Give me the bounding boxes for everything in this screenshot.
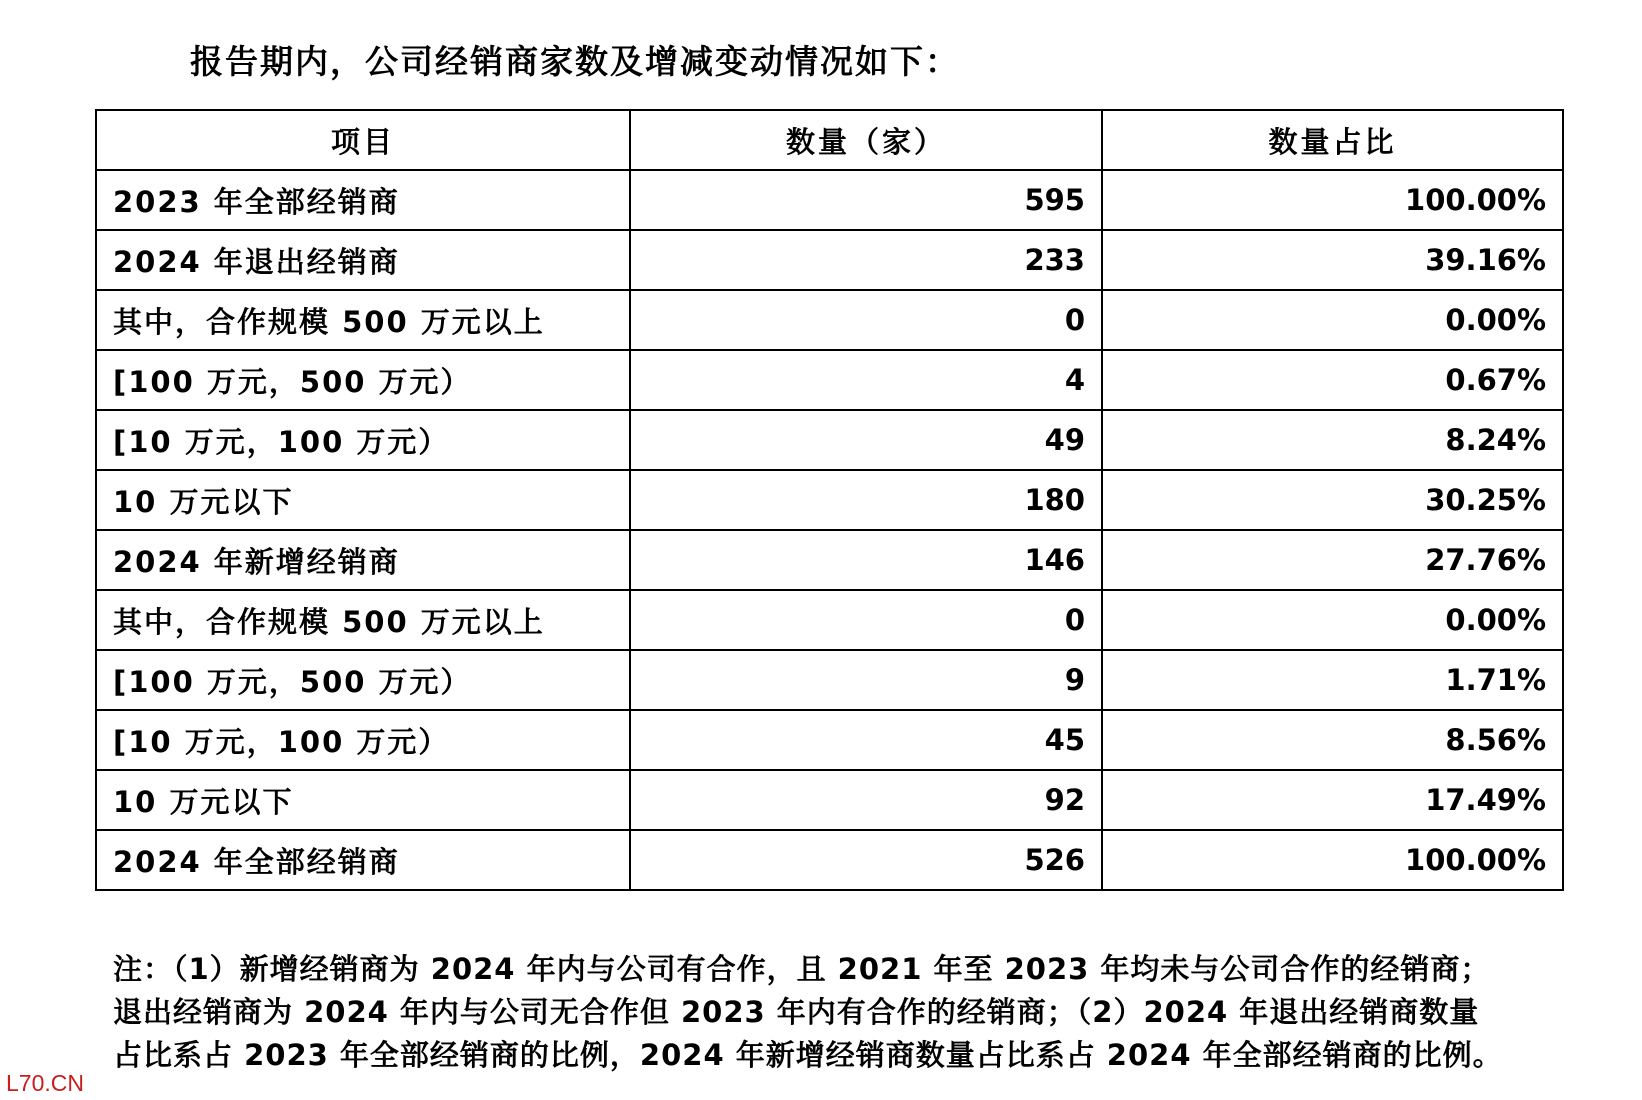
row-count: 146 <box>630 530 1102 590</box>
header-item: 项目 <box>96 110 630 170</box>
row-ratio: 0.67% <box>1102 350 1563 410</box>
row-item: 2024 年全部经销商 <box>96 830 630 890</box>
row-item: [100 万元，500 万元） <box>96 650 630 710</box>
table-row <box>96 650 1563 710</box>
row-count: 526 <box>630 830 1102 890</box>
intro-text: 报告期内，公司经销商家数及增减变动情况如下： <box>190 42 960 81</box>
row-item: [10 万元，100 万元） <box>96 410 630 470</box>
row-item: 10 万元以下 <box>96 470 630 530</box>
row-item: 10 万元以下 <box>96 770 630 830</box>
row-ratio: 100.00% <box>1102 830 1563 890</box>
footnote-line-2: 退出经销商为 2024 年内与公司无合作但 2023 年内有合作的经销商；（2）2024 年退出经销商数量 <box>113 995 1480 1029</box>
row-count: 0 <box>630 290 1102 350</box>
row-item: 2023 年全部经销商 <box>96 170 630 230</box>
table-row <box>96 230 1563 290</box>
row-count: 45 <box>630 710 1102 770</box>
row-ratio: 39.16% <box>1102 230 1563 290</box>
row-item: [100 万元，500 万元） <box>96 350 630 410</box>
table-row <box>96 350 1563 410</box>
table-row <box>96 170 1563 230</box>
footnote <box>113 948 1563 1077</box>
row-ratio: 100.00% <box>1102 170 1563 230</box>
row-ratio: 1.71% <box>1102 650 1563 710</box>
row-ratio: 27.76% <box>1102 530 1563 590</box>
row-count: 233 <box>630 230 1102 290</box>
table-row <box>96 590 1563 650</box>
row-ratio: 0.00% <box>1102 290 1563 350</box>
row-count: 9 <box>630 650 1102 710</box>
table-row <box>96 710 1563 770</box>
row-ratio: 8.56% <box>1102 710 1563 770</box>
watermark: L70.CN <box>6 1070 84 1096</box>
row-item: 2024 年退出经销商 <box>96 230 630 290</box>
dealer-table <box>95 109 1564 891</box>
table-row <box>96 410 1563 470</box>
row-count: 180 <box>630 470 1102 530</box>
row-ratio: 8.24% <box>1102 410 1563 470</box>
row-count: 49 <box>630 410 1102 470</box>
row-count: 4 <box>630 350 1102 410</box>
row-item: 2024 年新增经销商 <box>96 530 630 590</box>
table-row <box>96 470 1563 530</box>
footnote-line-3: 占比系占 2023 年全部经销商的比例，2024 年新增经销商数量占比系占 2024 年全部经销商的比例。 <box>113 1038 1503 1072</box>
row-item: 其中，合作规模 500 万元以上 <box>96 590 630 650</box>
row-ratio: 30.25% <box>1102 470 1563 530</box>
table-row <box>96 830 1563 890</box>
table-row <box>96 530 1563 590</box>
row-ratio: 17.49% <box>1102 770 1563 830</box>
header-ratio: 数量占比 <box>1102 110 1563 170</box>
footnote-line-1: 注：（1）新增经销商为 2024 年内与公司有合作，且 2021 年至 2023 年均未与公司合作的经销商； <box>113 952 1491 986</box>
row-ratio: 0.00% <box>1102 590 1563 650</box>
table-header-row <box>96 110 1563 170</box>
table-row <box>96 290 1563 350</box>
row-count: 595 <box>630 170 1102 230</box>
row-count: 0 <box>630 590 1102 650</box>
row-count: 92 <box>630 770 1102 830</box>
table-row <box>96 770 1563 830</box>
row-item: [10 万元，100 万元） <box>96 710 630 770</box>
row-item: 其中，合作规模 500 万元以上 <box>96 290 630 350</box>
header-count: 数量（家） <box>630 110 1102 170</box>
